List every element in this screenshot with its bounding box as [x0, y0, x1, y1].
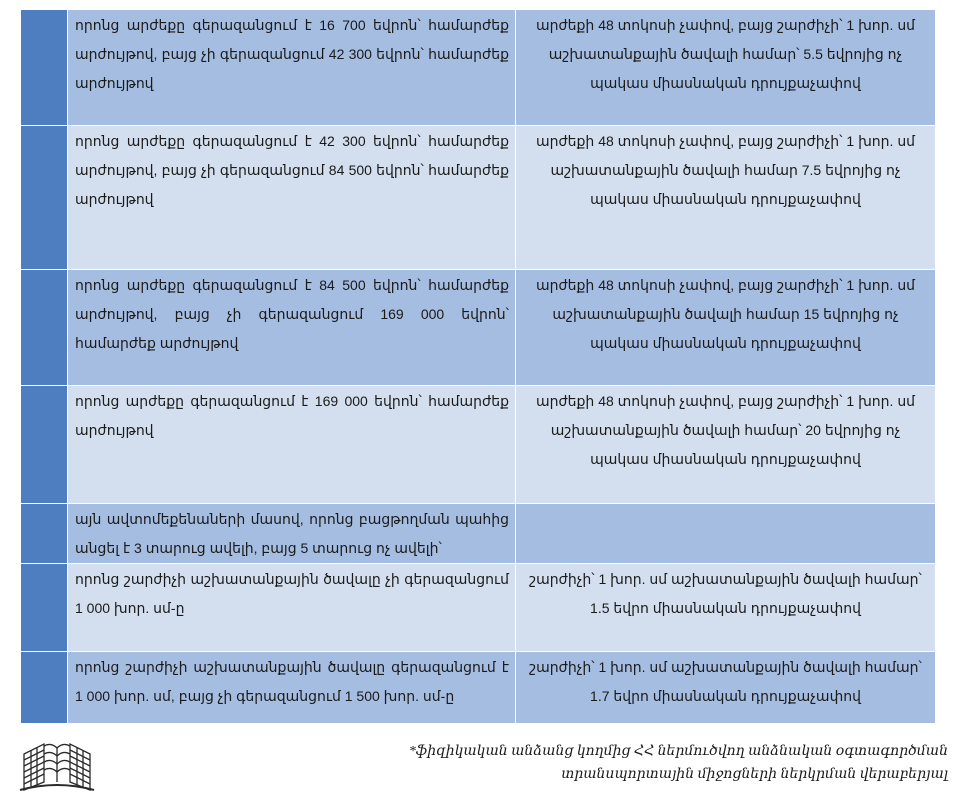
- table-row: [21, 652, 936, 724]
- table-row: [21, 504, 936, 564]
- rate-cell: արժեքի 48 տոկոսի չափով, բայց շարժիչի՝ 1 խոր. սմ աշխատանքային ծավալի համար 15 եվրոյից ոչ պակաս միասնական դրույքաչափով: [516, 270, 936, 386]
- table-row: [21, 126, 936, 270]
- table-row: [21, 270, 936, 386]
- table-row: [21, 564, 936, 652]
- row-side-marker: [21, 652, 68, 724]
- row-side-marker: [21, 10, 68, 126]
- row-side-marker: [21, 386, 68, 504]
- footnote-line-2: տրանսպորտային միջոցների ներկրման վերաբերյալ: [561, 767, 948, 782]
- rate-cell: շարժիչի՝ 1 խոր. սմ աշխատանքային ծավալի համար՝ 1.7 եվրո միասնական դրույքաչափով: [516, 652, 936, 724]
- row-side-marker: [21, 504, 68, 564]
- footnote-line-1: *ֆիզիկական անձանց կողմից ՀՀ ներմուծվող անձնական օգտագործման: [408, 744, 948, 759]
- rate-cell: արժեքի 48 տոկոսի չափով, բայց շարժիչի՝ 1 խոր. սմ աշխատանքային ծավալի համար՝ 5.5 եվրոյից ոչ պակաս միասնական դրույքաչափով: [516, 10, 936, 126]
- rate-cell: [516, 504, 936, 564]
- condition-cell: որոնց արժեքը գերազանցում է 42 300 եվրոն՝ համարժեք արժույթով, բայց չի գերազանցում 84 500 եվրոն՝ համարժեք արժույթով: [68, 126, 516, 270]
- condition-cell: որոնց արժեքը գերազանցում է 16 700 եվրոն՝ համարժեք արժույթով, բայց չի գերազանցում 42 300 եվրոն՝ համարժեք արժույթով: [68, 10, 516, 126]
- rate-cell: արժեքի 48 տոկոսի չափով, բայց շարժիչի՝ 1 խոր. սմ աշխատանքային ծավալի համար 7.5 եվրոյից ոչ պակաս միասնական դրույքաչափով: [516, 126, 936, 270]
- building-book-logo-icon: [18, 732, 96, 794]
- duty-rates-table: [20, 9, 936, 724]
- row-side-marker: [21, 126, 68, 270]
- condition-cell: այն ավտոմեքենաների մասով, որոնց բացթողման պահից անցել է 3 տարուց ավելի, բայց 5 տարուց ոչ ավելի՝: [68, 504, 516, 564]
- rate-cell: արժեքի 48 տոկոսի չափով, բայց շարժիչի՝ 1 խոր. սմ աշխատանքային ծավալի համար՝ 20 եվրոյից ոչ պակաս միասնական դրույքաչափով: [516, 386, 936, 504]
- condition-cell: որոնց արժեքը գերազանցում է 84 500 եվրոն՝ համարժեք արժույթով, բայց չի գերազանցում 169 000 եվրոն՝ համարժեք արժույթով: [68, 270, 516, 386]
- condition-cell: որոնց շարժիչի աշխատանքային ծավալը չի գերազանցում 1 000 խոր. սմ-ը: [68, 564, 516, 652]
- table-row: [21, 10, 936, 126]
- table-row: [21, 386, 936, 504]
- rate-cell: շարժիչի՝ 1 խոր. սմ աշխատանքային ծավալի համար՝ 1.5 եվրո միասնական դրույքաչափով: [516, 564, 936, 652]
- footnote: [388, 740, 948, 786]
- row-side-marker: [21, 270, 68, 386]
- condition-cell: որոնց շարժիչի աշխատանքային ծավալը գերազանցում է 1 000 խոր. սմ, բայց չի գերազանցում 1 500 խոր. սմ-ը: [68, 652, 516, 724]
- condition-cell: որոնց արժեքը գերազանցում է 169 000 եվրոն՝ համարժեք արժույթով: [68, 386, 516, 504]
- row-side-marker: [21, 564, 68, 652]
